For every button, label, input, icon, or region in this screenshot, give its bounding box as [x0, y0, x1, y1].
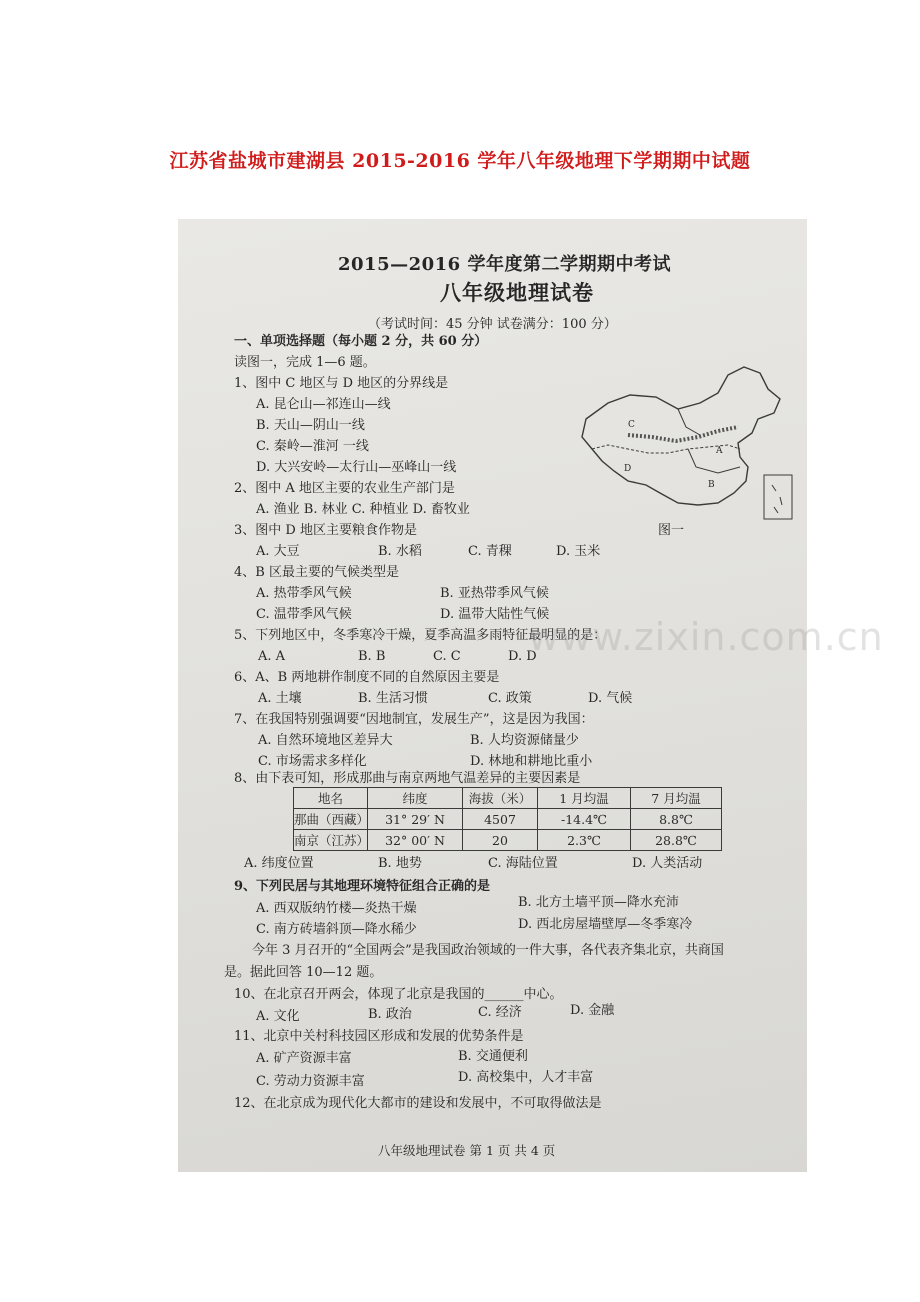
- watermark: www.zixin.com.cn: [528, 615, 884, 659]
- question: 3、图中 D 地区主要粮食作物是: [234, 523, 417, 538]
- question: 12、在北京成为现代化大都市的建设和发展中，不可取得做法是: [234, 1096, 602, 1111]
- table-cell: 4507: [463, 809, 538, 830]
- option: A. 西双版纳竹楼—炎热干燥: [256, 901, 417, 916]
- passage-text: 是。据此回答 10—12 题。: [224, 965, 383, 980]
- table-header: 地名: [294, 788, 368, 809]
- option: D. 大兴安岭—太行山—巫峰山一线: [256, 460, 457, 475]
- table-cell: 那曲（西藏）: [294, 809, 368, 830]
- question: 11、北京中关村科技园区形成和发展的优势条件是: [234, 1029, 524, 1044]
- option: A. 矿产资源丰富: [256, 1051, 352, 1066]
- map-label-b: B: [708, 480, 715, 490]
- option: A. 大豆: [256, 544, 300, 559]
- option: B. 地势: [378, 856, 422, 871]
- question: 7、在我国特别强调要“因地制宜，发展生产”，这是因为我国：: [234, 712, 594, 727]
- option: C. 劳动力资源丰富: [256, 1074, 365, 1089]
- option: A. A: [258, 649, 286, 664]
- table-cell: 8.8℃: [631, 809, 722, 830]
- map-label-d: D: [624, 464, 632, 474]
- table-header-row: [294, 788, 722, 809]
- section-heading: 一、单项选择题（每小题 2 分，共 60 分）: [234, 334, 488, 349]
- table-row: [294, 830, 722, 851]
- document-title: 江苏省盐城市建湖县 2015-2016 学年八年级地理下学期期中试题: [169, 150, 751, 172]
- option: B. 天山—阴山一线: [256, 418, 365, 433]
- region-boundary-line: [678, 409, 700, 435]
- table-header: 7 月均温: [631, 788, 722, 809]
- figure-caption: 图一: [658, 523, 685, 538]
- option: C. 秦岭—淮河 一线: [256, 439, 369, 454]
- option: A. 土壤: [258, 691, 302, 706]
- climate-table: [293, 787, 722, 851]
- table-cell: 31° 29′ N: [368, 809, 463, 830]
- option: D. 玉米: [556, 544, 601, 559]
- option: B. 政治: [368, 1007, 412, 1022]
- region-boundary-line: [628, 427, 738, 441]
- option: C. 青稞: [468, 544, 512, 559]
- option: D. 金融: [570, 1003, 615, 1018]
- option: D. 西北房屋墙壁厚—冬季寒冷: [518, 917, 693, 932]
- table-row: [294, 809, 722, 830]
- option: B. 水稻: [378, 544, 422, 559]
- china-map-figure: [568, 357, 798, 527]
- instruction-text: 读图一，完成 1—6 题。: [234, 355, 376, 370]
- exam-subheading: 八年级地理试卷: [440, 280, 594, 305]
- option: A. 热带季风气候: [256, 586, 352, 601]
- option: C. 南方砖墙斜顶—降水稀少: [256, 922, 417, 937]
- table-cell: -14.4℃: [538, 809, 631, 830]
- question: 10、在北京召开两会，体现了北京是我国的______中心。: [234, 987, 563, 1002]
- exam-info: （考试时间：45 分钟 试卷满分：100 分）: [368, 317, 617, 332]
- table-header: 纬度: [368, 788, 463, 809]
- option: A. 渔业 B. 林业 C. 种植业 D. 畜牧业: [256, 502, 470, 517]
- option: B. 人均资源储量少: [470, 733, 579, 748]
- option: A. 文化: [256, 1009, 300, 1024]
- option: C. 海陆位置: [488, 856, 558, 871]
- option: D. 人类活动: [632, 856, 703, 871]
- option: C. 政策: [488, 691, 532, 706]
- table-header: 1 月均温: [538, 788, 631, 809]
- table-cell: 28.8℃: [631, 830, 722, 851]
- option: C. 经济: [478, 1005, 522, 1020]
- option: D. D: [508, 649, 537, 664]
- table-cell: 南京（江苏）: [294, 830, 368, 851]
- option: A. 昆仑山—祁连山—线: [256, 397, 391, 412]
- question: 1、图中 C 地区与 D 地区的分界线是: [234, 376, 449, 391]
- exam-heading: 2015—2016 学年度第二学期期中考试: [338, 254, 671, 275]
- question: 4、B 区最主要的气候类型是: [234, 565, 399, 580]
- question: 2、图中 A 地区主要的农业生产部门是: [234, 481, 455, 496]
- question: 8、由下表可知，形成那曲与南京两地气温差异的主要因素是: [234, 771, 581, 786]
- option: D. 气候: [588, 691, 633, 706]
- option: D. 高校集中，人才丰富: [458, 1070, 594, 1085]
- option: D. 林地和耕地比重小: [470, 754, 593, 769]
- option: C. 温带季风气候: [256, 607, 352, 622]
- map-label-c: C: [628, 420, 635, 430]
- map-label-a: A: [716, 446, 723, 456]
- option: C. 市场需求多样化: [258, 754, 367, 769]
- option: C. C: [433, 649, 461, 664]
- region-boundary-line: [688, 449, 740, 473]
- table-cell: 32° 00′ N: [368, 830, 463, 851]
- option: B. 北方土墙平顶—降水充沛: [518, 895, 679, 910]
- table-cell: 20: [463, 830, 538, 851]
- table-cell: 2.3℃: [538, 830, 631, 851]
- china-outline: [582, 367, 780, 505]
- question: 5、下列地区中，冬季寒冷干燥，夏季高温多雨特征最明显的是：: [234, 628, 607, 643]
- table-header: 海拔（米）: [463, 788, 538, 809]
- option: B. 亚热带季风气候: [440, 586, 549, 601]
- option: A. 纬度位置: [244, 856, 314, 871]
- option: B. 生活习惯: [358, 691, 428, 706]
- option: A. 自然环境地区差异大: [258, 733, 393, 748]
- page-footer: 八年级地理试卷 第 1 页 共 4 页: [378, 1143, 556, 1158]
- question: 9、下列民居与其地理环境特征组合正确的是: [234, 879, 491, 894]
- south-china-sea-islands: [772, 485, 782, 513]
- passage-text: 今年 3 月召开的“全国两会”是我国政治领域的一件大事，各代表齐集北京，共商国: [252, 943, 724, 958]
- question: 6、A、B 两地耕作制度不同的自然原因主要是: [234, 670, 500, 685]
- option: D. 温带大陆性气候: [440, 607, 550, 622]
- option: B. B: [358, 649, 386, 664]
- option: B. 交通便利: [458, 1049, 528, 1064]
- exam-paper-photo: [178, 219, 884, 1172]
